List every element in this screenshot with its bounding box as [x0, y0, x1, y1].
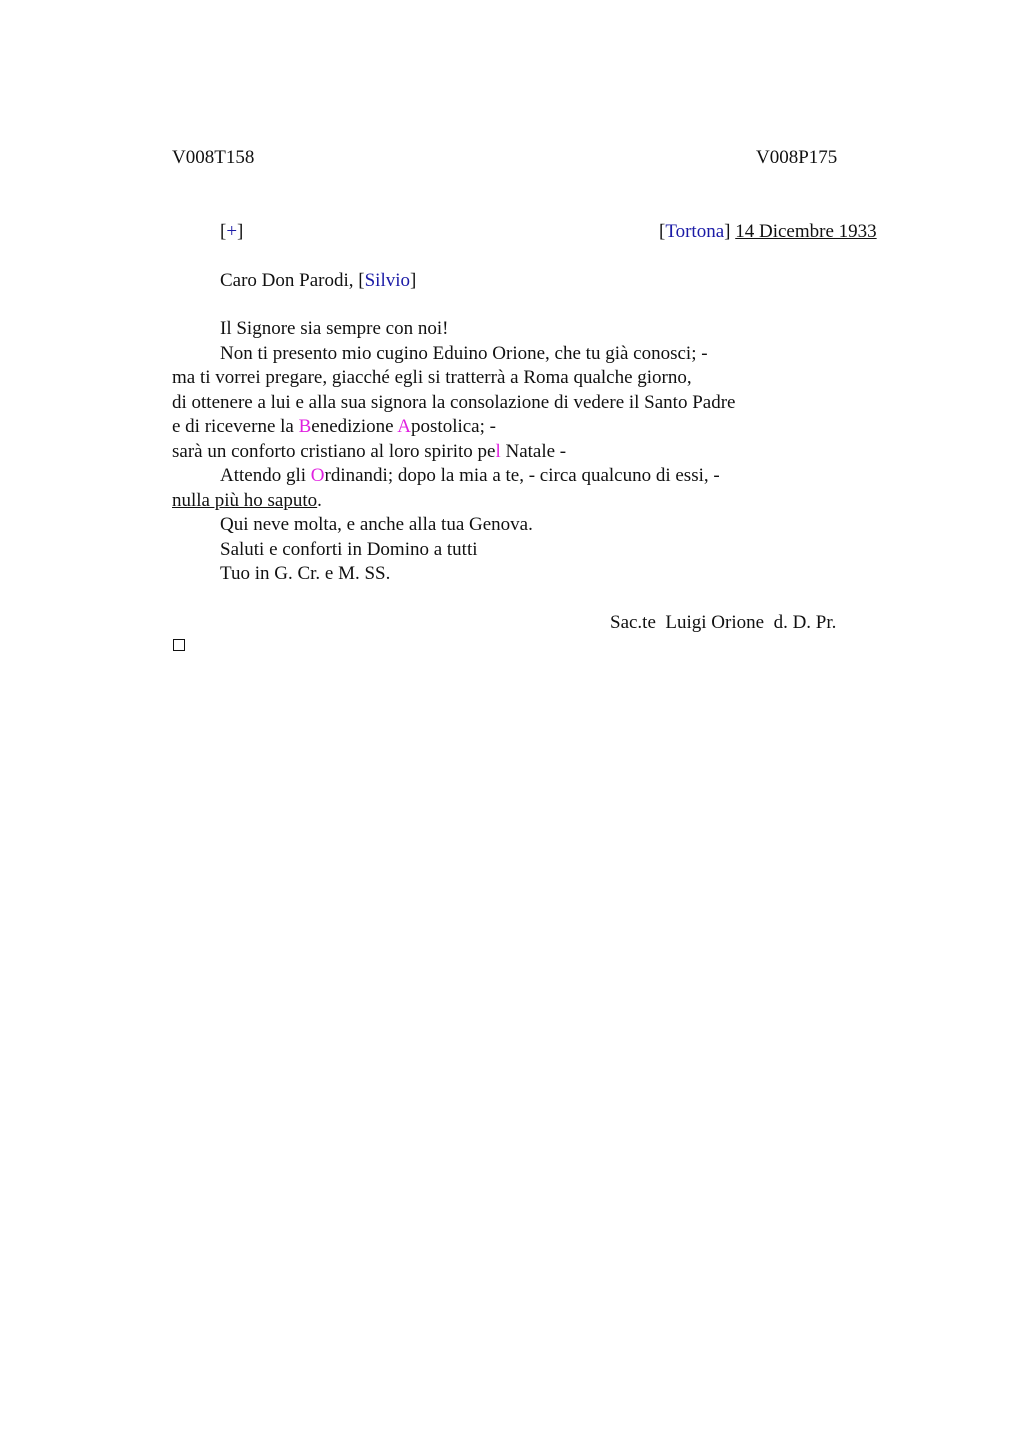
body-line-2: Non ti presento mio cugino Eduino Orione, che tu già conosci; - — [220, 343, 708, 364]
body-line-3: ma ti vorrei pregare, giacché egli si tratterrà a Roma qualche giorno, — [172, 367, 692, 388]
body-line-11: Tuo in G. Cr. e M. SS. — [220, 563, 391, 584]
text-run: Attendo gli — [220, 465, 311, 486]
body-line-7 — [220, 464, 720, 488]
text-run: e di riceverne la — [172, 416, 299, 437]
body-line-6 — [172, 440, 566, 464]
place-date: [Tortona] 14 Dicembre 1933 — [659, 221, 877, 242]
salutation: Caro Don Parodi, [Silvio] — [220, 270, 417, 291]
body-line-8 — [172, 489, 322, 513]
document-code-right: V008P175 — [756, 147, 838, 168]
cross-marker: [+] — [220, 221, 244, 242]
body-line-1: Il Signore sia sempre con noi! — [220, 318, 449, 339]
cross-symbol: + — [226, 221, 238, 242]
highlight-letter: A — [397, 416, 412, 437]
text-run: sarà un conforto cristiano al loro spirito pe — [172, 441, 496, 462]
document-code-left: V008T158 — [172, 147, 255, 168]
body-line-5 — [172, 415, 496, 439]
body-line-10: Saluti e conforti in Domino a tutti — [220, 539, 478, 560]
place-name: Tortona — [665, 221, 725, 242]
text-run: Natale - — [500, 441, 567, 462]
highlight-letter: l — [495, 441, 501, 462]
body-line-9: Qui neve molta, e anche alla tua Genova. — [220, 514, 533, 535]
body-line-4: di ottenere a lui e alla sua signora la consolazione di vedere il Santo Padre — [172, 392, 736, 413]
signature: Sac.te Luigi Orione d. D. Pr. — [610, 612, 837, 633]
highlight-letter: O — [310, 465, 325, 486]
text-run: enedizione — [311, 416, 398, 437]
text-run: rdinandi; dopo la mia a te, - circa qualcuno di essi, - — [324, 465, 720, 486]
underlined-text: nulla più ho saputo — [172, 490, 318, 511]
text-run: postolica; - — [411, 416, 496, 437]
square-box-icon — [173, 639, 185, 651]
highlight-letter: B — [298, 416, 312, 437]
salutation-text: Caro Don Parodi, — [220, 270, 359, 291]
text-run: . — [317, 490, 322, 511]
letter-date: 14 Dicembre 1933 — [735, 221, 877, 242]
salutation-name: Silvio — [364, 270, 410, 291]
